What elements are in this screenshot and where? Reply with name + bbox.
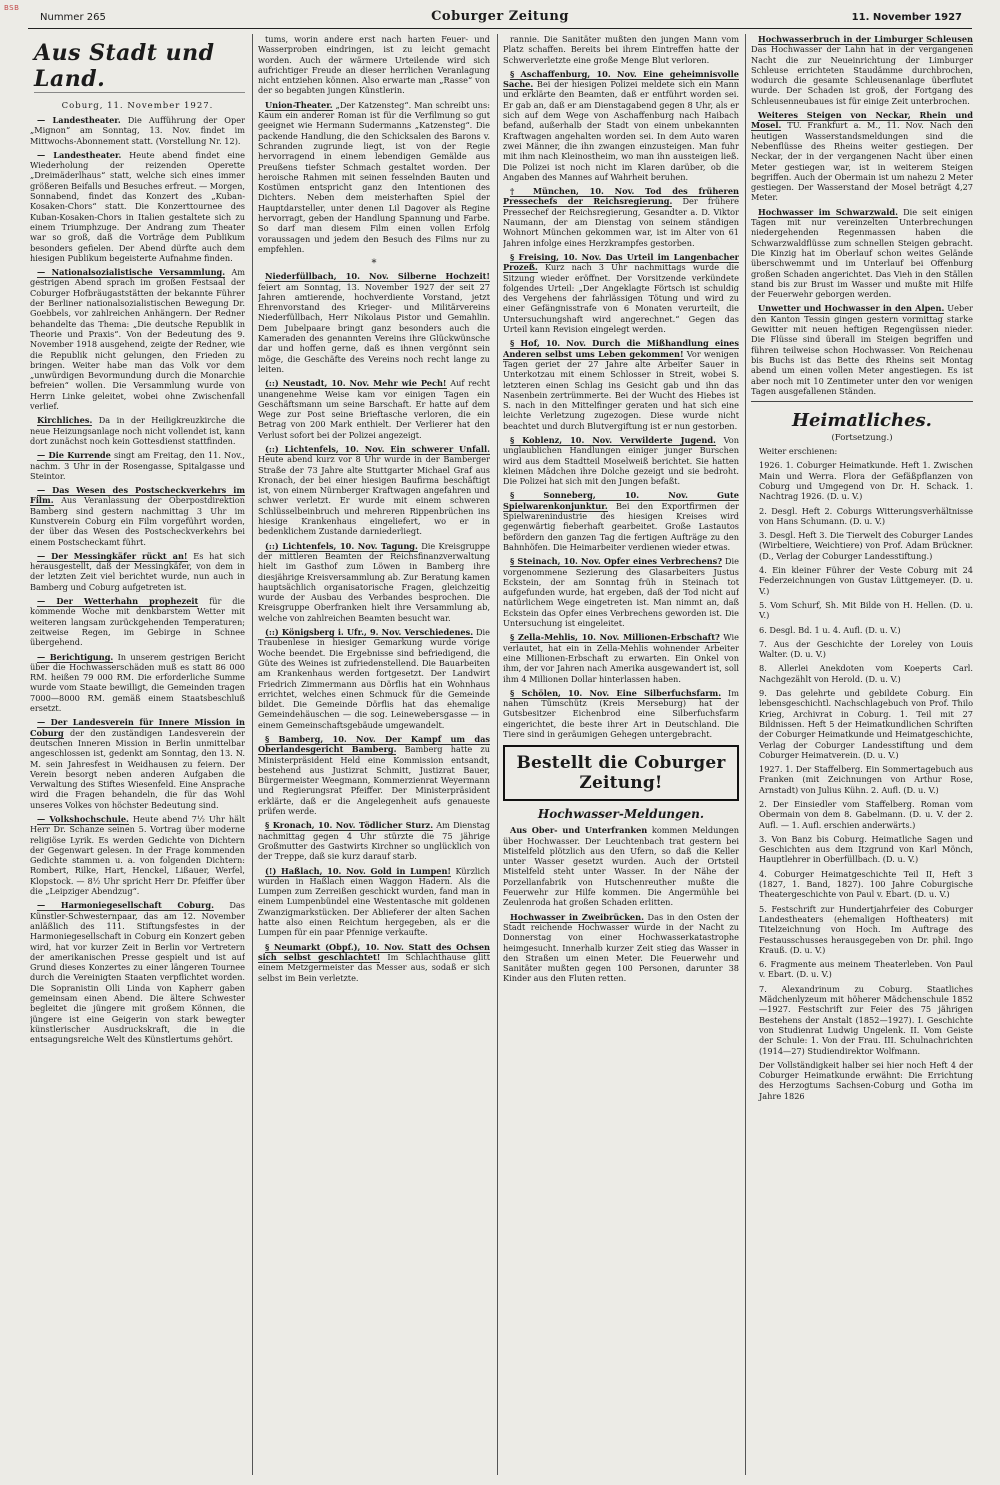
publication-list (751, 446, 973, 1101)
article: (!) Haßlach, 10. Nov. Gold in Lumpen! Kürzlich wurden in Haßlach einen Waggon Hadern. Als die Lumpen zum Zerreißen geschickt wurden, fand man in einem Lumpenbündel eine Westentasche mit goldenen Zwanzigmarkstücken. Der Ablieferer der alten Sachen hatte also einen Reichtum hergegeben, als er die Lumpen für ein paar Pfennige verkaufte. (258, 865, 490, 938)
dateline: Coburg, 11. November 1927. (61, 101, 214, 111)
article: Unwetter und Hochwasser in den Alpen. Ueber den Kanton Tessin gingen gestern vormittag starke Gewitter mit neuen heftigen Regengüssen nieder. Die Flüsse sind überall im Steigen begriffen und führen teilweise schon Hochwasser. Von Reichenau bis Buchs ist das Bette des Rheins seit Montag abend um einen vollen Meter angestiegen. Es ist aber noch mit 10 Zentimeter unter den vor wenigen Tagen ausgefallenen Ständen. (751, 303, 973, 396)
article: § Aschaffenburg, 10. Nov. Eine geheimnisvolle Sache. Bei der hiesigen Polizei meldete sich ein Mann und erklärte den Beamten, daß er entführt worden sei. Er gab an, daß er am Dienstagabend gegen 8 Uhr, als er sich auf dem Wege von Aschaffenburg nach Haibach befand, außerhalb der Stadt von einem unbekannten Kraftwagen angehalten worden sei. In dem Auto waren zwei Männer, die ihn zwangen einzusteigen. Man fuhr mit ihm nach Kleinostheim, wo man ihn aussteigen ließ. Die Polizei ist noch nicht im Klaren darüber, ob die Angaben des Mannes auf Wahrheit beruhen. (503, 68, 739, 182)
article: — Berichtigung. In unserem gestrigen Bericht über die Hochwasserschäden muß es statt 86 000 RM. heißen 79 000 RM. Die erforderliche Summe wurde vom Staate bewilligt, die Gemeinden tragen 7000—8000 RM. gemäß einem Staatsbeschluß ersetzt. (30, 651, 245, 714)
article: (::) Königsberg i. Ufr., 9. Nov. Verschiedenes. Die Traubenlese in hiesiger Gemarkung wurde vorige Woche beendet. Die Ergebnisse sind befriedigend, die Güte des Weines ist zufriedenstellend. Die Bauarbeiten am Krankenhaus werden fortgesetzt. Der Landwirt Friedrich Zimmermann aus Dörflis hat ein Wohnhaus errichtet, welches einen Schmuck für die Gemeinde bildet. Die Gemeinde Dörflis hat das ehemalige Gemeindehäuschen — die sog. Leinewebersgasse — in einem Gemeinschaftsgebäude umgewandelt. (258, 627, 490, 730)
article: § Freising, 10. Nov. Das Urteil im Langenbacher Prozeß. Kurz nach 3 Uhr nachmittags wurde die Sitzung wieder eröffnet. Der Vorsitzende verkündete folgendes Urteil: „Der Angeklagte Förtsch ist schuldig des Vergehens der fahrlässigen Tötung und wird zu einer Gefängnisstrafe von 6 Monaten verurteilt, die Untersuchungshaft wird angerechnet.“ Gegen das Urteil kann Revision eingelegt werden. (503, 251, 739, 335)
article: Weiteres Steigen von Neckar, Rhein und Mosel. TU. Frankfurt a. M., 11. Nov. Nach den heutigen Wasserstandsmeldungen sind die Nebenflüsse des Rheins weiter gestiegen. Der Neckar, der in der vergangenen Nacht über einen Meter gestiegen war, ist in weiterem Steigen begriffen. Auch der Obermain ist um nahezu 2 Meter gestiegen. Der Wasserstand der Mosel beträgt 4,27 Meter. (751, 110, 973, 203)
article: — Harmoniegesellschaft Coburg. Das Künstler-Schwesternpaar, das am 12. November anläßlich des 111. Stiftungsfestes in der Harmoniegesellschaft in Coburg ein Konzert geben wird, hat vor kurzer Zeit in Berlin vor Vertretern der amerikanischen Presse gespielt und ist auf Grund dieses Konzertes zu einer längeren Tournee durch die Vereinigten Staaten verpflichtet worden. Die Sopranistin Olli Linda von Kapherr gaben gemeinsam einen Abend. Die ältere Schwester begleitet die jüngere mit großem Können, die jüngere ist eine Geigerin von stark bewegter künstlerischer Ausdruckskraft, die in die entsagungsreiche Welt des Künstlertums gehört. (30, 900, 245, 1045)
article: § Zella-Mehlis, 10. Nov. Millionen-Erbschaft? Wie verlautet, hat ein in Zella-Mehlis wohnender Arbeiter eine Millionen-Erbschaft zu erwarten. Ein Onkel von ihm, der vor Jahren nach Amerika ausgewandert ist, soll ihm 4 Millionen Dollar hinterlassen haben. (503, 632, 739, 684)
list-item: 2. Desgl. Heft 2. Coburgs Witterungsverhältnisse von Hans Schumann. (D. u. V.) (759, 505, 973, 526)
article: § Steinach, 10. Nov. Opfer eines Verbrechens? Die vorgenommene Sezierung des Glasarbeiters Justus Eckstein, der am Sonntag früh in Steinach tot aufgefunden wurde, hat ergeben, daß der Tod nicht auf natürlichem Wege eingetreten ist. Man nimmt an, daß Eckstein das Opfer eines Verbrechens geworden ist. Die Untersuchung ist eingeleitet. (503, 556, 739, 629)
article: — Das Wesen des Postscheckverkehrs im Film. Aus Veranlassung der Oberpostdirektion Bamberg sind gestern nachmittag 3 Uhr im Kunstverein Coburg ein Film vorgeführt worden, der über das Wesen des Postscheckverkehrs bei einem Postscheckamt führt. (30, 485, 245, 547)
library-stamp: BSB (4, 4, 20, 12)
list-item: 5. Vom Schurf, Sh. Mit Bilde von H. Hellen. (D. u. V.) (759, 599, 973, 621)
article: Aus Ober- und Unterfranken kommen Meldungen über Hochwasser. Der Leuchtenbach trat gestern bei Mistelfeld plötzlich aus den Ufern, so daß die Keller unter Wasser gesetzt wurden. Auch der Ortsteil Mistelfeld steht unter Wasser. In der Nähe der Porzellanfabrik von Hutschenreuther mußte die Feuerwehr zur Hilfe kommen. Die Angermühle bei Zeulenroda hat großen Schaden erlitten. (503, 825, 739, 908)
column-3 (503, 34, 739, 1475)
column-divider (745, 34, 746, 1475)
article: § Hof, 10. Nov. Durch die Mißhandlung eines Anderen selbst ums Leben gekommen! Vor wenigen Tagen geriet der 27 Jahre alte Arbeiter Sauer in Unterkotzau mit einem Schlosser in Streit, wobei S. letzteren einen Schlag ins Gesicht gab und ihn das Nasenbein zertrümmerte. Bei der Wucht des Hiebes ist S. nach in den Mittelfinger geraten und hat sich eine leichte Verletzung zugezogen. Diese wurde nicht beachtet und durch Blutvergiftung ist er nun gestorben. (503, 338, 739, 431)
article: § Neumarkt (Obpf.), 10. Nov. Statt des Ochsen sich selbst geschlachtet! Im Schlachthause glitt einem Metzgermeister das Messer aus, sodaß er sich selbst im Bein verletzte. (258, 941, 490, 983)
article: (::) Lichtenfels, 10. Nov. Ein schwerer Unfall. Heute abend kurz vor 8 Uhr wurde in der Bamberger Straße der 73 Jahre alte Stuttgarter Michael Graf aus Kronach, der bei einer hiesigen Baufirma beschäftigt ist, von einem Nürnberger Kraftwagen angefahren und schwer verletzt. Er wurde mit einem schweren Schlüsselbeinbruch und mehreren Rippenbrüchen ins hiesige Krankenhaus eingeliefert, wo er in bedenklichem Zustande darniederliegt. (258, 443, 490, 537)
article: rannie. Die Sanitäter mußten den jungen Mann vom Platz schaffen. Bereits bei ihrem Eintreffen hatte der Schwerverletzte eine große Menge Blut verloren. (503, 34, 739, 65)
article: § Sonneberg, 10. Nov. Gute Spielwarenkonjunktur. Bei den Exportfirmen der Spielwarenindustrie des hiesigen Kreises wird gegenwärtig fieberhaft gearbeitet. Große Lastautos befördern den ganzen Tag die fertigen Aufträge zu den Bahnhöfen. Die Heimarbeiter verdienen wieder etwas. (503, 490, 739, 552)
article: Niederfüllbach, 10. Nov. Silberne Hochzeit! feiert am Sonntag, 13. November 1927 der seit 27 Jahren amtierende, hochverdiente Vorstand, jetzt Ehrenvorstand des Krieger- und Militärvereins Niederfüllbach, Herr Nikolaus Pistor und Gemahlin. Dem Jubelpaare bringt ganz besonders auch die Kameraden des genannten Vereins ihre Glückwünsche dar und hoffen gerne, daß es ihnen vergönnt sein möge, die Geschäfte des Vereins noch recht lange zu leiten. (258, 271, 490, 374)
article: § Bamberg, 10. Nov. Der Kampf um das Oberlandesgericht Bamberg. Bamberg hatte zu Ministerpräsident Held eine Kommission entsandt, bestehend aus Justizrat Schmitt, Justizrat Bauer, Bürgermeister Weegmann, Kommerzienrat Weyermann und Regierungsrat Pfeiffer. Der Ministerpräsident erklärte, daß er die Angelegenheit aufs genaueste prüfen werde. (258, 734, 490, 817)
column-divider (252, 34, 253, 1475)
article: — Volkshochschule. Heute abend 7½ Uhr hält Herr Dr. Schanze seinen 5. Vortrag über moderne religiöse Lyrik. Es werden Gedichte von Dichtern der Gegenwart gelesen. In der Frage kommenden Gedichte stammen u. a. von folgenden Dichtern: Rombert, Rilke, Hart, Henckel, Lißauer, Werfel, Klopstock. — 8½ Uhr spricht Herr Dr. Pfeiffer über die „Leipziger Abendzug“. (30, 814, 245, 897)
article: — Der Landesverein für Innere Mission in Coburg der den zuständigen Landesverein der deutschen Inneren Mission in Berlin unmittelbar angeschlossen ist, gedenkt am Sonntag, den 13. N. M. sein Jahresfest in Weidhausen zu feiern. Der Verein besorgt neben anderen Aufgaben die Verwaltung des Stiftes Wiesenfeld. Eine Ansprache wird die Fragen behandeln, die für das Wohl unseres Volkes von höchster Bedeutung sind. (30, 717, 245, 810)
issue-date: 11. November 1927 (851, 12, 962, 23)
article: Hochwasserbruch in der Limburger Schleusen Das Hochwasser der Lahn hat in der vergangenen Nacht die zur Neueinrichtung der Limburger Schleuse errichteten Staudämme durchbrochen, wodurch die gesamte Schleusenanlage überflutet wurde. Der Schaden ist groß, der Fortgang des Schleusenneubaues ist für einige Zeit unterbrochen. (751, 34, 973, 106)
article: — Der Messingkäfer rückt an! Es hat sich herausgestellt, daß der Messingkäfer, von dem in der letzten Zeit viel berichtet wurde, nun auch in Bamberg und Coburg aufgetreten ist. (30, 550, 245, 592)
column-1 (30, 34, 245, 1475)
list-item: 7. Aus der Geschichte der Loreley von Louis Walter. (D. u. V.) (759, 638, 973, 660)
list-item: 4. Coburger Heimatgeschichte Teil II, Heft 3 (1827, 1. Band, 1827). 100 Jahre Coburgische Theatergeschichte von Paul v. Ebart. (D. u. V.) (759, 868, 973, 900)
article: Union-Theater. „Der Katzensteg“. Man schreibt uns: Kaum ein anderer Roman ist für die Verfilmung so gut geeignet wie Hermann Sudermanns „Katzensteg“. Die packende Handlung, die den Schicksalen des Barons v. Schranden zugrunde liegt, ist von der Regie hervorragend in einem lebendigen Gemälde aus Preußens tiefster Schmach gestaltet worden. Der heroische Rahmen mit seinen fesselnden Bauten und Kostümen entspricht ganz den Intentionen des Dichters. Neben dem meisterhaften Spiel der Hauptdarsteller, unter denen Lil Dagover als Regine hervorragt, geben der Handlung Spannung und Farbe. So darf man diesem Film einen vollen Erfolg voraussagen und jedem den Besuch des Films nur zu empfehlen. (258, 99, 490, 254)
masthead (28, 6, 972, 29)
article: — Landestheater. Die Aufführung der Oper „Mignon“ am Sonntag, 13. Nov. findet im Mittwochs-Abonnement statt. (Vorstellung Nr. 12). (30, 115, 245, 146)
list-item: 3. Von Banz bis Coburg. Heimatliche Sagen und Geschichten aus dem Itzgrund von Karl Mönch, Hauptlehrer in Oberfüllbach. (D. u. V.) (759, 833, 973, 865)
section-title: Aus Stadt und Land. (34, 40, 245, 93)
article: Kirchliches. Da in der Heiligkreuzkirche die neue Heizungsanlage noch nicht vollendet ist, kann dort zunächst noch kein Gottesdienst stattfinden. (30, 415, 245, 446)
list-item: 3. Desgl. Heft 3. Die Tierwelt des Coburger Landes (Wirbeltiere, Weichtiere) von Prof. Adam Brückner. (D., Verlag der Coburger Landesstiftung.) (759, 530, 973, 561)
list-item: 1926. 1. Coburger Heimatkunde. Heft 1. Zwischen Main und Werra. Flora der Gefäßpflanzen von Coburg und Umgegend von Dr. H. Schack. 1. Nachtrag 1926. (D. u. V.) (759, 460, 973, 502)
list-item: 5. Festschrift zur Hundertjahrfeier des Coburger Landestheaters (ehemaligen Hoftheaters) mit Titelzeichnung von Hoch. Im Auftrage des Festausschusses herausgegeben von Dr. phil. Ingo Krauß. (D. u. V.) (759, 903, 973, 955)
list-item: 6. Desgl. Bd. 1 u. 4. Aufl. (D. u. V.) (759, 624, 901, 635)
article: Hochwasser im Schwarzwald. Die seit einigen Tagen mit nur vereinzelten Unterbrechungen niedergehenden Regenmassen haben die Schwarzwaldflüsse zum schnellen Steigen gebracht. Die Kinzig hat im Oberlauf schon weites Gelände überschwemmt und im Unterlauf bei Offenburg großen Schaden angerichtet. Das Vieh in den Ställen stand bis zur Brust im Wasser und mußte mit Hilfe der Feuerwehr geborgen werden. (751, 206, 973, 300)
article: tums, worin andere erst nach harten Feuer- und Wasserproben eindringen, ist zu leicht gemacht worden. Auch der wärmere Urteilende wird sich aufrichtiger Freude an dieser herrlichen Veranlagung nicht entziehen können. Also erwarte man „Rasse“ von der so begabten jungen Künstlerin. (258, 34, 490, 96)
list-item: 8. Allerlei Anekdoten vom Koeperts Carl. Nachgezählt von Herold. (D. u. V.) (759, 663, 973, 684)
section-rule (751, 401, 973, 402)
article: (::) Neustadt, 10. Nov. Mehr wie Pech! Auf recht unangenehme Weise kam vor einigen Tagen ein Geschäftsmann um seine Barschaft. Er hatte auf dem Wege zur Post seine Brieftasche verloren, die ein Betrag von 200 Mark enthielt. Der Verlierer hat den Verlust sofort bei der Polizei angezeigt. (258, 378, 490, 440)
column-2 (258, 34, 490, 1475)
flood-reports-heading: Hochwasser-Meldungen. (537, 807, 705, 822)
article: — Nationalsozialistische Versammlung. Am gestrigen Abend sprach im großen Festsaal der Coburger Hofbräugaststätten der bekannte Führer der Berliner nationalsozialistischen Bewegung Dr. Goebbels, vor zahlreichen Anhängern. Der Redner behandelte das Thema: „Die deutsche Republik in Theorie und Praxis“. Von der Bedeutung des 9. November 1918 ausgehend, zeigte der Redner, wie die Republik nicht gelungen, den Frieden zu bringen. Weiter habe man das Volk vor dem „unwürdigen Bevormundung durch die Monarchie befreien“ wollen. Die Versammlung wurde von Herrn Linke geleitet, wobei ohne Zwischenfall verlief. (30, 267, 245, 412)
article: § Kronach, 10. Nov. Tödlicher Sturz. Am Dienstag nachmittag gegen 4 Uhr stürzte die 75 jährige Großmutter des Gastwirts Kirchner so unglücklich von der Treppe, daß sie kurz darauf starb. (258, 820, 490, 862)
subscription-ad: Bestellt die Coburger Zeitung! (503, 745, 739, 801)
heimatliches-title: Heimatliches. (792, 410, 932, 432)
separator-star: * (371, 258, 377, 270)
list-intro: Weiter erschienen: (759, 446, 838, 457)
heimatliches-subtitle: (Fortsetzung.) (831, 433, 893, 444)
list-item: 7. Alexandrinum zu Coburg. Staatliches Mädchenlyzeum mit höherer Mädchenschule 1852—1927. Festschrift zur Feier des 75 jährigen Bestehens der Anstalt (1852—1927). I. Geschichte von Studienrat Ludwig Ungelenk. II. Vom Geiste der Schule: 1. Von der Frau. III. Schulnachrichten (1914—27) Studiendirektor Wolfmann. (759, 983, 973, 1056)
list-item: 1927. 1. Der Staffelberg. Ein Sommertagebuch aus Franken (mit Zeichnungen von Arthur Rose, Arnstadt) von Julius Kühn. 2. Aufl. (D. u. V.) (759, 764, 973, 795)
list-item: 6. Fragmente aus meinem Theaterleben. Von Paul v. Ebart. (D. u. V.) (759, 959, 973, 980)
article: — Die Kurrende singt am Freitag, den 11. Nov., nachm. 3 Uhr in der Rosengasse, Spitalgasse und Steintor. (30, 450, 245, 481)
footer-note: Der Vollständigkeit halber sei hier noch Heft 4 der Coburger Heimatkunde erwähnt: Die Errichtung des Herzogtums Sachsen-Coburg und Gotha im Jahre 1826 (759, 1059, 973, 1101)
article: § Koblenz, 10. Nov. Verwilderte Jugend. Von unglaublichen Handlungen einiger junger Burschen wird aus dem Stadtteil Moselweiß berichtet. Sie hatten kleinen Mädchen ihre Dolche gezeigt und sie bedroht. Die Polizei hat sich mit den Jungen befaßt. (503, 434, 739, 487)
article: Hochwasser in Zweibrücken. Das in den Osten der Stadt reichende Hochwasser wurde in der Nacht zu Donnerstag von einer Hochwasserkatastrophe heimgesucht. Innerhalb kurzer Zeit stieg das Wasser in den Straßen um einen Meter. Die Feuerwehr und Sanitäter mußten gegen 100 Personen, darunter 38 Kinder aus den Fluten retten. (503, 911, 739, 984)
list-item: 2. Der Einsiedler vom Staffelberg. Roman vom Obermain von dem 8. Gabelmann. (D. u. V. der 2. Aufl. — 1. Aufl. erschien anderwärts.) (759, 799, 973, 830)
article: — Der Wetterhahn prophezeit für die kommende Woche mit denkbarstem Wetter mit weiteren langsam zurückgehenden Temperaturen; zeitweise Regen, im Gebirge in Schnee übergehend. (30, 596, 245, 648)
column-divider (497, 34, 498, 1475)
article: (::) Lichtenfels, 10. Nov. Tagung. Die Kreisgruppe der mittleren Beamten der Reichsfinanzverwaltung hielt im Gasthof zum Löwen in Bamberg ihre diesjährige Kreisversammlung ab. Zur Beratung kamen hauptsächlich organisatorische Fragen, gleichzeitig wurde der Ausbau des Verbandes besprochen. Die Kreisgruppe Oberfranken hielt ihre Versammlung ab, welche von zahlreichen Beamten besucht war. (258, 540, 490, 623)
column-4 (751, 34, 973, 1475)
list-item: 4. Ein kleiner Führer der Veste Coburg mit 24 Federzeichnungen von Gustav Lüttgemeyer. (D. u. V.) (759, 565, 973, 596)
article: † München, 10. Nov. Tod des früheren Pressechefs der Reichsregierung. Der frühere Pressechef der Reichsregierung, Gesandter a. D. Viktor Naumann, der am Dienstag von seinem ständigen Wohnort München gekommen war, ist im Alter von 61 Jahren infolge eines Herzkrampfes gestorben. (503, 186, 739, 248)
paper-title: Coburger Zeitung (431, 9, 569, 24)
issue-number: Nummer 265 (40, 12, 106, 23)
article: — Landestheater. Heute abend findet eine Wiederholung der reizenden Operette „Dreimäderlhaus“ statt, welche sich eines immer größeren Beifalls und Besuches erfreut. — Morgen, Sonnabend, findet das Konzert des „Kuban-Kosaken-Chors“ statt. Die Konzerttournee des Kuban-Kosaken-Chors in Italien gestaltete sich zu einem Triumphzuge. Der Andrang zum Theater war so groß, daß die Vorträge dem Publikum besonders gefielen. Der Abend dürfte auch dem hiesigen Publikum begeisterte Aufnahme finden. (30, 149, 245, 263)
article: § Schölen, 10. Nov. Eine Silberfuchsfarm. Im nahen Tümschütz (Kreis Merseburg) hat der Gutsbesitzer Eichenbrod eine Silberfuchsfarm eingerichtet, die beste ihrer Art in Deutschland. Die Tiere sind in geräumigen Gehegen untergebracht. (503, 687, 739, 739)
list-item: 9. Das gelehrte und gebildete Coburg. Ein lebensgeschichtl. Nachschlagebuch von Prof. Thilo Krieg, Archivrat in Coburg. 1. Teil mit 27 Bildnissen. Heft 5 der Heimatkundlichen Schriften der Coburger Heimatkunde und Heimatgeschichte, Verlag der Coburger Landesstiftung und dem Coburger Heimatverein. (D. u. V.) (759, 688, 973, 760)
